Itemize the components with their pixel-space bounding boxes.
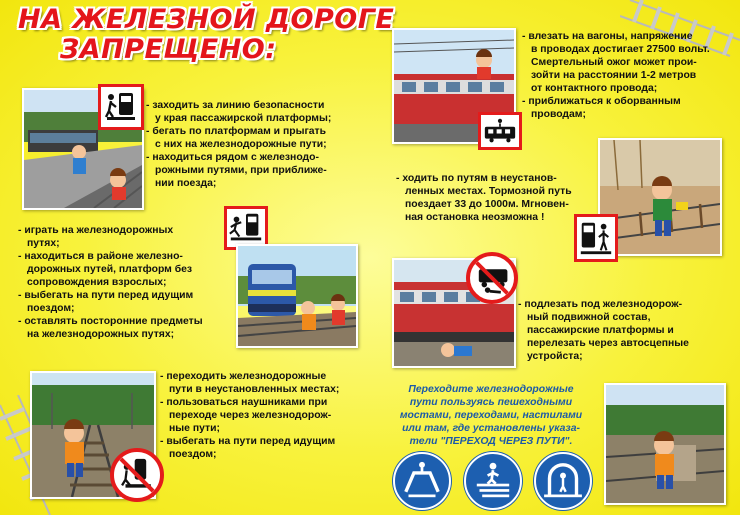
block2-line: - играть на железнодорожных <box>18 225 174 236</box>
block2-line: на железнодорожных путях; <box>27 329 175 340</box>
block4-line: проводам; <box>531 109 586 120</box>
advice-text <box>384 383 598 448</box>
pedestrian-tunnel-icon <box>534 452 592 510</box>
no-walking-on-tracks-icon <box>574 214 618 262</box>
block6-line: - подлезать под железнодорож- <box>518 299 683 310</box>
block3-line: поездом; <box>169 449 217 460</box>
block1-line: - заходить за линию безопасности <box>146 100 325 111</box>
block1-text <box>146 99 331 190</box>
photo-locomotive-children <box>236 244 358 348</box>
block2-line: поездом; <box>27 303 75 314</box>
block2-line: путях; <box>27 238 60 249</box>
block1-line: у края пассажирской платформы; <box>155 113 332 124</box>
block4-line: в проводах достигает 27500 вольт. <box>531 44 710 55</box>
block2-line: - выбегать на пути перед идущим <box>18 290 194 301</box>
block2-line: - находиться в районе железно- <box>18 251 183 262</box>
block5-line: - ходить по путям в неустанов- <box>396 173 557 184</box>
pedestrian-crossing-icon <box>464 452 522 510</box>
advice-line: пути пользуясь пешеходными <box>409 397 573 408</box>
block2-text <box>18 224 203 341</box>
block5-line: ленных местах. Тормозной путь <box>405 186 572 197</box>
block4-text <box>522 30 710 121</box>
poster-title-line1: НА ЖЕЛЕЗНОЙ ДОРОГЕ <box>18 4 395 35</box>
block4-line: зойти на расстоянии 1-2 метров <box>531 70 697 81</box>
block2-line: дорожных путей, платформ без <box>27 264 193 275</box>
block3-line: ные пути; <box>169 423 220 434</box>
poster-title-line2: ЗАПРЕЩЕНО: <box>60 34 277 65</box>
block1-line: - находиться рядом с железнодо- <box>146 152 319 163</box>
block6-line: ный подвижной состав, <box>527 312 651 323</box>
block4-line: - влезать на вагоны, напряжение <box>522 31 693 42</box>
pedestrian-bridge-icon <box>393 452 451 510</box>
advice-line: мостами, переходами, настилами <box>399 410 583 421</box>
block3-line: пути в неустановленных местах; <box>169 384 340 395</box>
block3-line: - пользоваться наушниками при <box>160 397 328 408</box>
no-crawling-under-wagon-icon <box>466 252 518 304</box>
block5-line: поездает 33 до 1000м. Мгновен- <box>405 199 569 210</box>
advice-line: или там, где установлены указа- <box>402 423 580 434</box>
advice-line: Переходите железнодорожные <box>408 384 574 395</box>
block2-line: сопровождения взрослых; <box>27 277 167 288</box>
block6-text <box>518 298 689 363</box>
block1-line: - бегать по платформам и прыгать <box>146 126 327 137</box>
block4-line: от контактного провода; <box>531 83 658 94</box>
block6-line: пассажирские платформы и <box>527 325 674 336</box>
block4-line: - приближаться к оборванным <box>522 96 681 107</box>
block1-line: с них на железнодорожные пути; <box>155 139 327 150</box>
block3-line: - переходить железнодорожные <box>160 371 327 382</box>
block5-line: ная остановка неозможна ! <box>405 212 545 223</box>
block1-line: рожными путями, при приближе- <box>155 165 327 176</box>
block1-line: нии поезда; <box>155 178 217 189</box>
block3-text <box>160 370 339 461</box>
block5-text <box>396 172 572 224</box>
no-climbing-on-wagon-icon <box>478 112 522 150</box>
block3-line: переходе через железнодорож- <box>169 410 332 421</box>
advice-line: тели "ПЕРЕХОД ЧЕРЕЗ ПУТИ". <box>409 436 573 447</box>
block6-line: перелезать через автосцепные <box>527 338 689 349</box>
photo-child-at-crossing <box>604 383 726 505</box>
block4-line: Смертельный ожог может прои- <box>531 57 697 68</box>
no-headphones-on-tracks-icon <box>110 448 164 502</box>
no-pedestrian-on-tracks-icon <box>98 84 144 130</box>
block3-line: - выбегать на пути перед идущим <box>160 436 336 447</box>
block6-line: устройста; <box>527 351 583 362</box>
block2-line: - оставлять посторонние предметы <box>18 316 203 327</box>
